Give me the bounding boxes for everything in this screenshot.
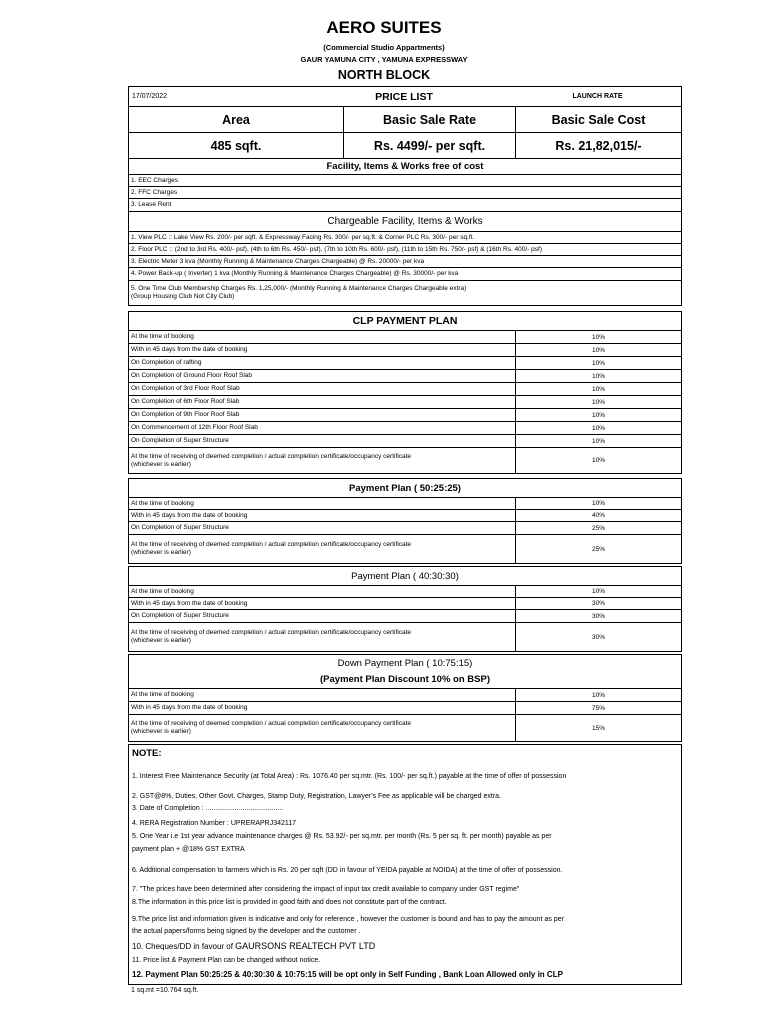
notes-section xyxy=(128,744,682,985)
note-item xyxy=(132,942,678,951)
down-payment-plan-table xyxy=(128,654,682,742)
plan-stage-final-line: (whichever is earlier) xyxy=(131,460,191,468)
note-item: 1. Interest Free Maintenance Security (at Total Area) : Rs. 1076.40 per sq.mtr. (Rs. 100/- per sq.ft.) payable at the time of offer of possession xyxy=(132,773,567,780)
basic-sale-cost-value: Rs. 21,82,015/- xyxy=(515,133,681,158)
plan-title: Down Payment Plan ( 10:75:15) xyxy=(337,657,473,669)
plan-stage-final xyxy=(129,623,515,651)
chargeable-item: 2. Floor PLC :: (2nd to 3rd Rs. 400/- psf), (4th to 6th Rs. 450/- psf), (7th to 10th Rs. 600/- psf), (11th to 15th Rs. 750/- psf) & (16th Rs. 400/- psf) xyxy=(131,245,543,253)
plan-stage: At the time of booking xyxy=(131,499,194,507)
plan-percentage: 10% xyxy=(515,498,681,509)
free-facilities-title: Facility, Items & Works free of cost xyxy=(326,161,484,172)
chargeable-item-line: 5. One Time Club Membership Charges Rs. 1,25,000/- (Monthly Running & Maintenance Charges Chargeable extra) xyxy=(131,285,467,292)
plan-discount: (Payment Plan Discount 10% on BSP) xyxy=(320,673,490,685)
free-item: 3. Lease Rent xyxy=(131,201,172,208)
plan-stage: With in 45 days from the date of booking xyxy=(131,346,248,353)
plan-percentage: 10% xyxy=(515,383,681,395)
note-item: payment plan + @18% GST EXTRA xyxy=(132,846,245,853)
plan-percentage: 10% xyxy=(515,448,681,473)
plan-percentage: 10% xyxy=(515,344,681,356)
plan-stage-final-line: (whichever is earlier) xyxy=(131,549,191,556)
plan-percentage: 10% xyxy=(515,422,681,434)
note-cheque-label: 10. Cheques/DD in favour of xyxy=(132,942,236,951)
block-title: NORTH BLOCK xyxy=(337,68,431,82)
note-item: 3. Date of Completion : ........................................ xyxy=(132,805,284,812)
note-item: 12. Payment Plan 50:25:25 & 40:30:30 & 10:75:15 will be opt only in Self Funding , Bank Loan Allowed only in CLP xyxy=(132,970,563,979)
plan-stage: At the time of booking xyxy=(131,587,194,595)
plan-title: Payment Plan ( 50:25:25) xyxy=(349,482,461,494)
note-item: 8.The information in this price list is provided in good faith and does not constitute part of the contract. xyxy=(132,899,447,906)
basic-sale-cost-header: Basic Sale Cost xyxy=(515,107,681,132)
chargeable-facilities-title: Chargeable Facility, Items & Works xyxy=(327,216,483,227)
note-item: 6. Additional compensation to farmers which is Rs. 20 per sqft (DD in favour of YEIDA payable at NOIDA) at the time of offer of possession. xyxy=(132,867,563,874)
plan-percentage: 30% xyxy=(515,598,681,609)
price-list-title: PRICE LIST xyxy=(375,90,433,103)
plan-stage-final xyxy=(129,448,515,473)
free-item: 1. EEC Charges xyxy=(131,176,178,184)
plan-stage: On Completion of Ground Floor Roof Slab xyxy=(131,372,253,379)
basic-sale-rate-value: Rs. 4499/- per sqft. xyxy=(343,133,515,158)
plan-stage-final-line: At the time of receiving of deemed completion / actual completion certificate/occupancy certificate xyxy=(131,629,412,636)
note-item: 11. Price list & Payment Plan can be changed without notice. xyxy=(132,957,321,964)
document-title: AERO SUITES xyxy=(326,18,442,37)
plan-stage: With in 45 days from the date of booking xyxy=(131,511,248,519)
plan-stage-final xyxy=(129,715,515,741)
plan-percentage: 30% xyxy=(515,610,681,622)
plan-stage: With in 45 days from the date of booking xyxy=(131,704,248,711)
plan-stage: At the time of booking xyxy=(131,333,194,340)
plan-stage-final-line: At the time of receiving of deemed completion / actual completion certificate/occupancy certificate xyxy=(131,452,412,460)
plan-stage-final xyxy=(129,535,515,563)
plan-percentage: 40% xyxy=(515,510,681,521)
plan-stage: On Commencement of 12th Floor Roof Slab xyxy=(131,424,258,431)
plan-stage: On Completion of 6th Floor Roof Slab xyxy=(131,398,240,405)
plan-stage: On Completion of 3rd Floor Roof Slab xyxy=(131,385,240,392)
chargeable-item xyxy=(129,281,681,305)
plan-stage-final-line: (whichever is earlier) xyxy=(131,728,191,735)
area-value: 485 sqft. xyxy=(210,138,262,153)
note-item: 7. "The prices have been determined after considering the impact of input tax credit available to company under GST regime" xyxy=(132,886,520,893)
note-item: 4. RERA Registration Number : UPRERAPRJ342117 xyxy=(132,820,297,827)
document-subtitle: (Commercial Studio Appartments) xyxy=(323,43,445,52)
chargeable-item: 1. View PLC :: Lake View Rs. 200/- per sqft. & Expressway Facing Rs. 300/- per sq.ft. & Corner PLC Rs. 300/- per sq.ft. xyxy=(131,233,475,241)
payment-plan-50-25-25-table xyxy=(128,478,682,564)
note-item: the actual papers/forms being signed by the developer and the customer . xyxy=(132,928,361,935)
plan-stage: At the time of booking xyxy=(131,691,194,698)
plan-percentage: 25% xyxy=(515,535,681,563)
plan-percentage: 10% xyxy=(515,689,681,701)
note-item: 5. One Year i.e 1st year advance maintenance charges @ Rs. 53.92/- per sq.mtr. per month (Rs. 5 per sq. ft. per month) payable as per xyxy=(132,833,552,840)
chargeable-item-line: (Group Housing Club Not City Club) xyxy=(131,293,235,300)
plan-percentage: 10% xyxy=(515,409,681,421)
basic-sale-rate-header: Basic Sale Rate xyxy=(343,107,515,132)
plan-percentage: 30% xyxy=(515,623,681,651)
plan-stage: On Completion of 9th Floor Roof Slab xyxy=(131,411,240,418)
note-item: 9.The price list and information given is indicative and only for reference , however the customer is bound and has to pay the amount as per xyxy=(132,916,564,923)
plan-stage: On Completion of Super Structure xyxy=(131,524,229,531)
launch-rate-label: LAUNCH RATE xyxy=(572,93,623,100)
plan-stage-final-line: At the time of receiving of deemed completion / actual completion certificate/occupancy certificate xyxy=(131,720,412,727)
chargeable-item: 4. Power Back-up ( Inverter) 1 kva (Monthly Running & Maintenance Charges Chargeable) @ Rs. 30000/- per kva xyxy=(131,270,459,277)
plan-percentage: 10% xyxy=(515,586,681,597)
plan-percentage: 10% xyxy=(515,435,681,447)
price-list-date: 17/07/2022 xyxy=(132,93,168,100)
clp-plan-title: CLP PAYMENT PLAN xyxy=(352,315,458,327)
price-list-table xyxy=(128,86,682,306)
notes-title: NOTE: xyxy=(132,748,162,759)
plan-percentage: 75% xyxy=(515,702,681,714)
plan-stage: On Completion of rafting xyxy=(131,359,202,366)
document-location: GAUR YAMUNA CITY , YAMUNA EXPRESSWAY xyxy=(300,55,468,64)
plan-title: Payment Plan ( 40:30:30) xyxy=(351,570,459,582)
note-payee: GAURSONS REALTECH PVT LTD xyxy=(235,941,376,951)
plan-percentage: 10% xyxy=(515,357,681,369)
clp-payment-plan-table xyxy=(128,311,682,474)
plan-percentage: 10% xyxy=(515,370,681,382)
plan-stage-final-line: (whichever is earlier) xyxy=(131,637,191,644)
payment-plan-40-30-30-table xyxy=(128,566,682,652)
plan-percentage: 25% xyxy=(515,522,681,534)
down-plan-heading xyxy=(129,655,681,688)
area-header: Area xyxy=(222,112,250,127)
chargeable-item: 3. Electric Meter 3 kva (Monthly Running & Maintenance Charges Chargeable) @ Rs. 20000/- per kva xyxy=(131,257,425,265)
plan-stage: With in 45 days from the date of booking xyxy=(131,599,248,607)
plan-stage: On Completion of Super Structure xyxy=(131,612,229,619)
plan-stage: On Completion of Super Structure xyxy=(131,437,229,444)
plan-percentage: 10% xyxy=(515,331,681,343)
note-item: 2. GST@8%, Duties, Other Govt. Charges, Stamp Duty, Registration, Lawyer's Fee as applicable will be charged extra. xyxy=(132,793,501,800)
plan-percentage: 15% xyxy=(515,715,681,741)
plan-stage-final-line: At the time of receiving of deemed completion / actual completion certificate/occupancy certificate xyxy=(131,541,412,548)
plan-percentage: 10% xyxy=(515,396,681,408)
free-item: 2. FFC Charges xyxy=(131,188,178,196)
conversion-footnote: 1 sq.mt =10.764 sq.ft. xyxy=(131,987,199,994)
